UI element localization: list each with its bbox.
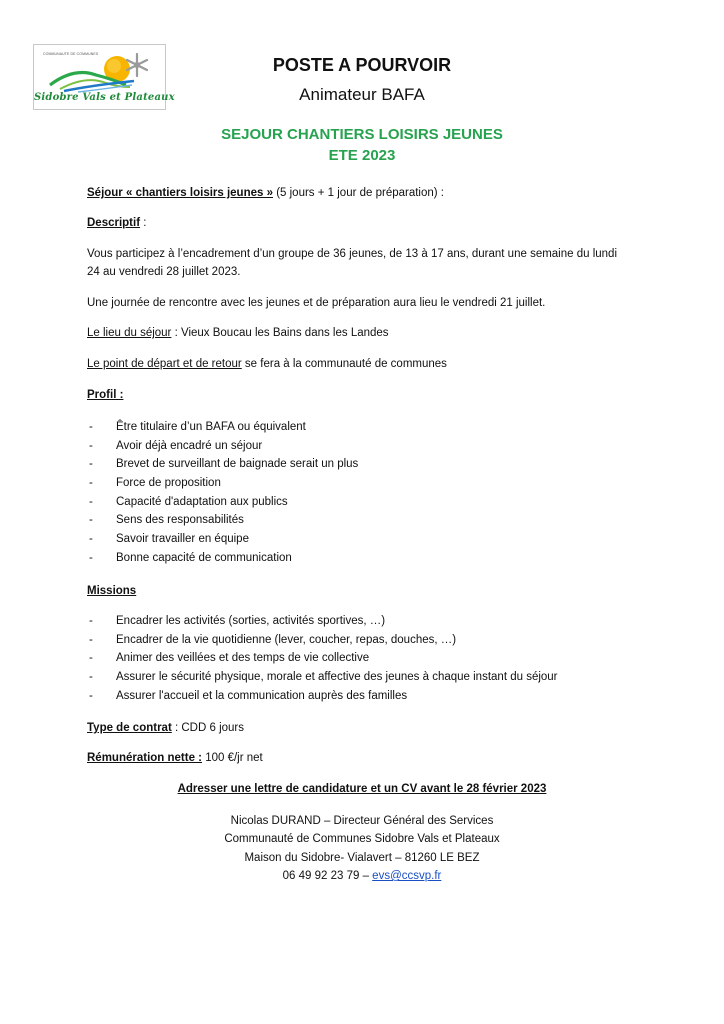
bullet-dash: -	[89, 421, 93, 433]
position-title: Animateur BAFA	[299, 85, 425, 104]
bullet-dash: -	[89, 477, 93, 490]
list-item-text: Encadrer de la vie quotidienne (lever, coucher, repas, douches, …)	[116, 633, 457, 646]
list-item-text: Bonne capacité de communication	[116, 551, 292, 564]
contrat-line	[87, 719, 244, 737]
contrat-value: : CDD 6 jours	[171, 722, 244, 734]
descriptif-paragraph-line-1: Vous participez à l’encadrement d’un groupe de 36 jeunes, de 13 à 17 ans, durant une semaine du lundi	[87, 248, 618, 260]
meeting-paragraph: Une journée de rencontre avec les jeunes et de préparation aura lieu le vendredi 21 juillet.	[87, 297, 546, 309]
contact-email-link[interactable]: evs@ccsvp.fr	[372, 870, 442, 882]
logo-top-text: COMMUNAUTE DE COMMUNES	[43, 52, 99, 56]
bullet-dash: -	[89, 615, 93, 627]
bullet-dash: -	[89, 671, 93, 684]
profil-label: Profil :	[87, 389, 124, 401]
depart-line	[87, 355, 447, 373]
list-item-text: Brevet de surveillant de baignade serait un plus	[116, 458, 359, 471]
contrat-label: Type de contrat	[87, 722, 172, 734]
list-item-text: Animer des veillées et des temps de vie collective	[116, 652, 370, 665]
missions-label: Missions	[87, 585, 137, 597]
sejour-detail: (5 jours + 1 jour de préparation) :	[273, 187, 444, 199]
list-item-text: Capacité d'adaptation aux publics	[116, 495, 288, 508]
depart-value: se fera à la communauté de communes	[241, 358, 447, 370]
bullet-dash: -	[89, 551, 93, 564]
event-title: SEJOUR CHANTIERS LOISIRS JEUNES	[221, 126, 503, 143]
bullet-dash: -	[89, 514, 93, 527]
list-item-text: Avoir déjà encadré un séjour	[116, 439, 263, 452]
logo-name: Sidobre Vals et Plateaux	[34, 92, 175, 103]
application-instruction: Adresser une lettre de candidature et un CV avant le 28 février 2023	[177, 783, 547, 795]
bullet-dash: -	[89, 689, 93, 702]
sejour-line	[87, 184, 444, 202]
contact-phone-email	[0, 867, 724, 885]
event-period: ETE 2023	[328, 147, 396, 164]
remuneration-label: Rémunération nette :	[87, 752, 203, 764]
lieu-value: : Vieux Boucau les Bains dans les Landes	[171, 327, 389, 339]
missions-heading	[87, 582, 136, 600]
bullet-dash: -	[89, 533, 93, 546]
contact-organization: Communauté de Communes Sidobre Vals et Plateaux	[224, 833, 500, 845]
list-item-text: Assurer l'accueil et la communication auprès des familles	[116, 689, 408, 702]
descriptif-heading	[87, 214, 146, 232]
lieu-line	[87, 324, 389, 342]
contact-name: Nicolas DURAND – Directeur Général des Services	[230, 815, 494, 827]
page-title: POSTE A POURVOIR	[272, 55, 452, 75]
list-item-text: Être titulaire d’un BAFA ou équivalent	[116, 421, 306, 433]
bullet-dash: -	[89, 458, 93, 471]
list-item-text: Sens des responsabilités	[116, 514, 244, 527]
profil-heading	[87, 386, 123, 404]
contact-phone: 06 49 92 23 79 –	[282, 870, 373, 882]
depart-label: Le point de départ et de retour	[87, 358, 242, 370]
remuneration-value: 100 €/jr net	[202, 752, 263, 764]
remuneration-line	[87, 749, 263, 767]
list-item-text: Assurer le sécurité physique, morale et affective des jeunes à chaque instant du séjour	[116, 671, 558, 684]
bullet-dash: -	[89, 633, 93, 646]
bullet-dash: -	[89, 652, 93, 665]
list-item-text: Savoir travailler en équipe	[116, 533, 249, 546]
descriptif-suffix: :	[140, 217, 147, 229]
bullet-dash: -	[89, 495, 93, 508]
list-item-text: Encadrer les activités (sorties, activités sportives, …)	[116, 615, 386, 627]
list-item-text: Force de proposition	[116, 477, 221, 490]
descriptif-paragraph-line-2: 24 au vendredi 28 juillet 2023.	[87, 266, 241, 278]
bullet-dash: -	[89, 439, 93, 452]
sejour-label: Séjour « chantiers loisirs jeunes »	[87, 187, 273, 199]
contact-address: Maison du Sidobre- Vialavert – 81260 LE BEZ	[244, 852, 480, 864]
lieu-label: Le lieu du séjour	[87, 327, 172, 339]
descriptif-label: Descriptif	[87, 217, 141, 229]
